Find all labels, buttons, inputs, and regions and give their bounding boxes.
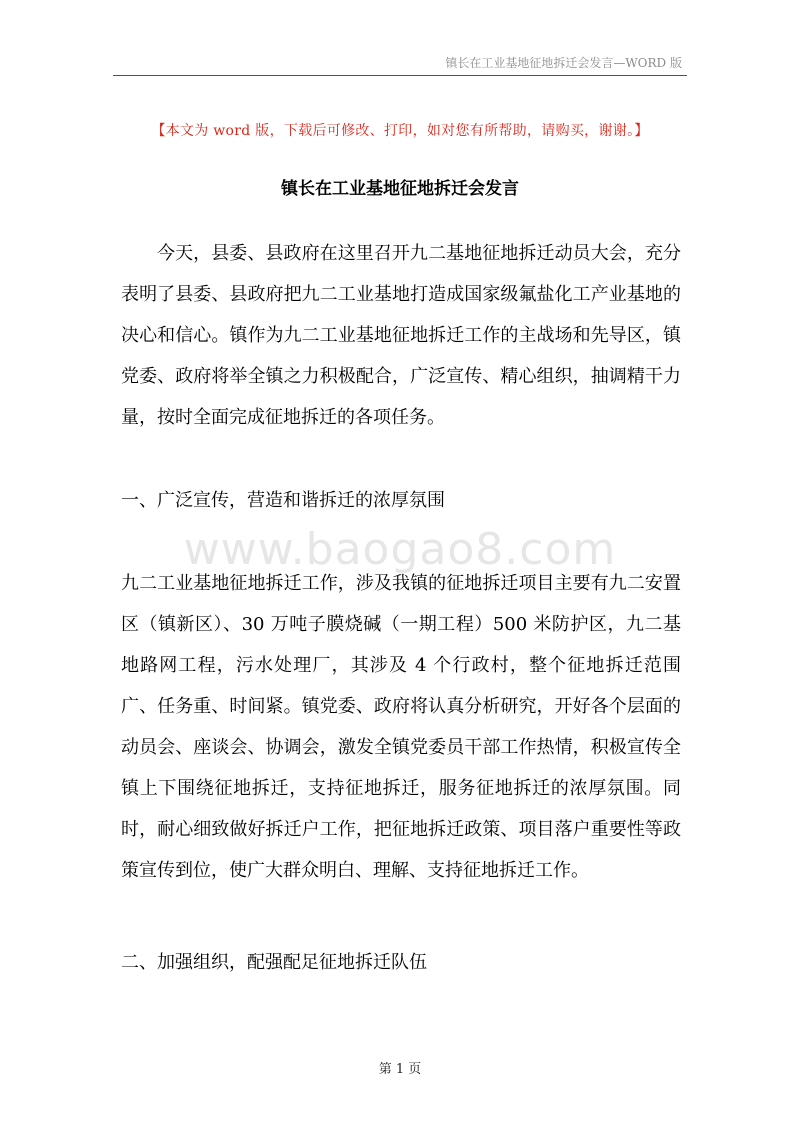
intro-paragraph: 今天，县委、县政府在这里召开九二基地征地拆迁动员大会，充分表明了县委、县政府把九二工业基地打造成国家级氟盐化工产业基地的决心和信心。镇作为九二工业基地征地拆迁工作的主战场和先导区，镇党委、政府将举全镇之力积极配合，广泛宣传、精心组织，抽调精干力量，按时全面完成征地拆迁的各项任务。 (121, 243, 681, 428)
watermark: www.baogao8.com (183, 524, 617, 575)
document-title: 镇长在工业基地征地拆迁会发言 (281, 179, 519, 199)
purchase-notice: 【本文为 word 版，下载后可修改、打印，如对您有所帮助，请购买，谢谢。】 (151, 123, 649, 139)
header-divider (113, 75, 687, 76)
running-header: 镇长在工业基地征地拆迁会发言—WORD 版 (445, 56, 682, 70)
page-number: 第 1 页 (378, 1062, 422, 1077)
section-1-heading: 一、广泛宣传，营造和谐拆迁的浓厚氛围 (121, 490, 445, 511)
section-2-heading: 二、加强组织，配强配足征地拆迁队伍 (121, 952, 427, 973)
section-1-paragraph: 九二工业基地征地拆迁工作，涉及我镇的征地拆迁项目主要有九二安置区（镇新区）、30 万吨子膜烧碱（一期工程）500 米防护区，九二基地路网工程，污水处理厂，其涉及 4 个行政村，整个征地拆迁范围广、任务重、时间紧。镇党委、政府将认真分析研究，开好各个层面的动员会、座谈会、协调会，激发全镇党委员干部工作热情，积极宣传全镇上下围绕征地拆迁，支持征地拆迁，服务征地拆迁的浓厚氛围。同时，耐心细致做好拆迁户工作，把征地拆迁政策、项目落户重要性等政策宣传到位，使广大群众明白、理解、支持征地拆迁工作。 (121, 573, 681, 881)
